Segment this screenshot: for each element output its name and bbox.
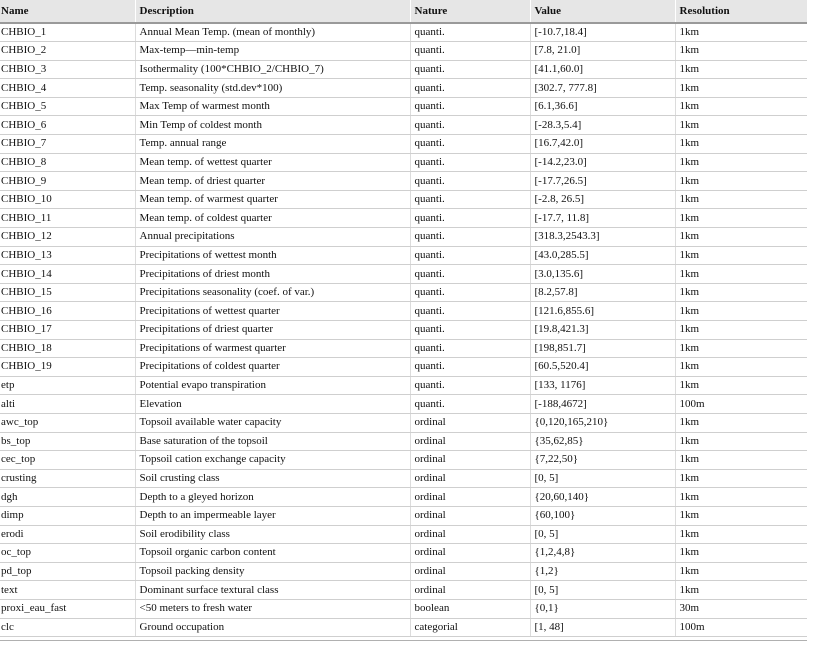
table-header bbox=[0, 0, 807, 23]
cell-value: {7,22,50} bbox=[530, 451, 675, 470]
cell-nature: quanti. bbox=[410, 42, 530, 61]
cell-nature: quanti. bbox=[410, 321, 530, 340]
cell-description: Soil erodibility class bbox=[135, 525, 410, 544]
cell-nature: quanti. bbox=[410, 209, 530, 228]
table-row bbox=[0, 358, 807, 377]
table-row bbox=[0, 599, 807, 618]
cell-description: Min Temp of coldest month bbox=[135, 116, 410, 135]
table-row bbox=[0, 153, 807, 172]
cell-description: Topsoil organic carbon content bbox=[135, 544, 410, 563]
cell-description: Precipitations of wettest month bbox=[135, 246, 410, 265]
cell-description: Elevation bbox=[135, 395, 410, 414]
cell-name: crusting bbox=[0, 469, 135, 488]
table-row bbox=[0, 506, 807, 525]
table-row bbox=[0, 79, 807, 98]
cell-name: CHBIO_15 bbox=[0, 283, 135, 302]
cell-nature: quanti. bbox=[410, 135, 530, 154]
table-row bbox=[0, 488, 807, 507]
cell-value: [3.0,135.6] bbox=[530, 265, 675, 284]
cell-nature: ordinal bbox=[410, 525, 530, 544]
cell-description: Base saturation of the topsoil bbox=[135, 432, 410, 451]
cell-resolution: 1km bbox=[675, 153, 807, 172]
cell-nature: quanti. bbox=[410, 116, 530, 135]
cell-resolution: 1km bbox=[675, 209, 807, 228]
table-row bbox=[0, 618, 807, 637]
cell-name: CHBIO_10 bbox=[0, 190, 135, 209]
cell-name: CHBIO_13 bbox=[0, 246, 135, 265]
cell-value: [19.8,421.3] bbox=[530, 321, 675, 340]
cell-resolution: 1km bbox=[675, 432, 807, 451]
cell-nature: quanti. bbox=[410, 79, 530, 98]
cell-resolution: 100m bbox=[675, 618, 807, 637]
cell-name: CHBIO_7 bbox=[0, 135, 135, 154]
table-row bbox=[0, 23, 807, 42]
table-row bbox=[0, 581, 807, 600]
cell-value: [7.8, 21.0] bbox=[530, 42, 675, 61]
cell-description: Annual precipitations bbox=[135, 228, 410, 247]
cell-resolution: 1km bbox=[675, 358, 807, 377]
cell-resolution: 1km bbox=[675, 525, 807, 544]
cell-resolution: 1km bbox=[675, 283, 807, 302]
cell-name: CHBIO_12 bbox=[0, 228, 135, 247]
table-row bbox=[0, 60, 807, 79]
cell-name: CHBIO_19 bbox=[0, 358, 135, 377]
cell-name: dgh bbox=[0, 488, 135, 507]
cell-name: CHBIO_5 bbox=[0, 97, 135, 116]
cell-resolution: 1km bbox=[675, 581, 807, 600]
cell-value: [-2.8, 26.5] bbox=[530, 190, 675, 209]
column-header-name: Name bbox=[0, 0, 135, 23]
cell-resolution: 1km bbox=[675, 228, 807, 247]
cell-name: cec_top bbox=[0, 451, 135, 470]
cell-description: Topsoil available water capacity bbox=[135, 413, 410, 432]
cell-resolution: 1km bbox=[675, 451, 807, 470]
cell-nature: quanti. bbox=[410, 190, 530, 209]
cell-description: Max-temp—min-temp bbox=[135, 42, 410, 61]
cell-value: [1, 48] bbox=[530, 618, 675, 637]
cell-name: CHBIO_4 bbox=[0, 79, 135, 98]
cell-nature: ordinal bbox=[410, 581, 530, 600]
cell-resolution: 1km bbox=[675, 190, 807, 209]
cell-name: CHBIO_16 bbox=[0, 302, 135, 321]
cell-nature: quanti. bbox=[410, 302, 530, 321]
cell-resolution: 1km bbox=[675, 265, 807, 284]
cell-resolution: 30m bbox=[675, 599, 807, 618]
cell-resolution: 1km bbox=[675, 60, 807, 79]
cell-description: Mean temp. of wettest quarter bbox=[135, 153, 410, 172]
cell-description: Mean temp. of warmest quarter bbox=[135, 190, 410, 209]
cell-value: {1,2,4,8} bbox=[530, 544, 675, 563]
cell-value: [8.2,57.8] bbox=[530, 283, 675, 302]
cell-description: Precipitations seasonality (coef. of var.) bbox=[135, 283, 410, 302]
cell-resolution: 1km bbox=[675, 302, 807, 321]
cell-name: CHBIO_18 bbox=[0, 339, 135, 358]
table-row bbox=[0, 228, 807, 247]
cell-nature: ordinal bbox=[410, 451, 530, 470]
cell-resolution: 1km bbox=[675, 116, 807, 135]
cell-name: text bbox=[0, 581, 135, 600]
cell-value: [43.0,285.5] bbox=[530, 246, 675, 265]
cell-value: [133, 1176] bbox=[530, 376, 675, 395]
cell-nature: quanti. bbox=[410, 23, 530, 42]
cell-name: CHBIO_14 bbox=[0, 265, 135, 284]
cell-nature: quanti. bbox=[410, 265, 530, 284]
cell-nature: quanti. bbox=[410, 339, 530, 358]
cell-resolution: 1km bbox=[675, 469, 807, 488]
cell-nature: quanti. bbox=[410, 228, 530, 247]
cell-description: Soil crusting class bbox=[135, 469, 410, 488]
cell-value: [0, 5] bbox=[530, 525, 675, 544]
cell-name: proxi_eau_fast bbox=[0, 599, 135, 618]
cell-value: [16.7,42.0] bbox=[530, 135, 675, 154]
table-row bbox=[0, 135, 807, 154]
cell-name: CHBIO_8 bbox=[0, 153, 135, 172]
cell-description: Precipitations of coldest quarter bbox=[135, 358, 410, 377]
cell-value: {35,62,85} bbox=[530, 432, 675, 451]
column-header-resolution: Resolution bbox=[675, 0, 807, 23]
cell-name: bs_top bbox=[0, 432, 135, 451]
cell-description: Dominant surface textural class bbox=[135, 581, 410, 600]
cell-resolution: 1km bbox=[675, 97, 807, 116]
cell-value: {60,100} bbox=[530, 506, 675, 525]
header-row bbox=[0, 0, 807, 23]
cell-value: {1,2} bbox=[530, 562, 675, 581]
cell-nature: quanti. bbox=[410, 283, 530, 302]
cell-value: [-17.7, 11.8] bbox=[530, 209, 675, 228]
cell-description: Depth to a gleyed horizon bbox=[135, 488, 410, 507]
cell-name: dimp bbox=[0, 506, 135, 525]
cell-nature: quanti. bbox=[410, 395, 530, 414]
cell-description: Precipitations of warmest quarter bbox=[135, 339, 410, 358]
cell-name: CHBIO_1 bbox=[0, 23, 135, 42]
table-row bbox=[0, 209, 807, 228]
cell-name: CHBIO_17 bbox=[0, 321, 135, 340]
cell-name: CHBIO_2 bbox=[0, 42, 135, 61]
column-header-description: Description bbox=[135, 0, 410, 23]
cell-nature: quanti. bbox=[410, 153, 530, 172]
cell-description: Temp. annual range bbox=[135, 135, 410, 154]
cell-value: [-14.2,23.0] bbox=[530, 153, 675, 172]
cell-description: Mean temp. of driest quarter bbox=[135, 172, 410, 191]
cell-nature: ordinal bbox=[410, 469, 530, 488]
cell-nature: ordinal bbox=[410, 413, 530, 432]
cell-resolution: 1km bbox=[675, 42, 807, 61]
cell-nature: quanti. bbox=[410, 358, 530, 377]
cell-name: pd_top bbox=[0, 562, 135, 581]
cell-value: [0, 5] bbox=[530, 581, 675, 600]
cell-resolution: 1km bbox=[675, 488, 807, 507]
cell-value: [41.1,60.0] bbox=[530, 60, 675, 79]
cell-nature: quanti. bbox=[410, 246, 530, 265]
table-row bbox=[0, 97, 807, 116]
cell-description: Temp. seasonality (std.dev*100) bbox=[135, 79, 410, 98]
cell-nature: quanti. bbox=[410, 376, 530, 395]
cell-description: Depth to an impermeable layer bbox=[135, 506, 410, 525]
table-row bbox=[0, 413, 807, 432]
cell-name: CHBIO_11 bbox=[0, 209, 135, 228]
cell-value: [318.3,2543.3] bbox=[530, 228, 675, 247]
cell-description: Isothermality (100*CHBIO_2/CHBIO_7) bbox=[135, 60, 410, 79]
table-row bbox=[0, 172, 807, 191]
cell-name: alti bbox=[0, 395, 135, 414]
cell-name: erodi bbox=[0, 525, 135, 544]
cell-resolution: 1km bbox=[675, 562, 807, 581]
cell-name: etp bbox=[0, 376, 135, 395]
cell-value: [-17.7,26.5] bbox=[530, 172, 675, 191]
table-row bbox=[0, 42, 807, 61]
cell-description: Potential evapo transpiration bbox=[135, 376, 410, 395]
cell-description: Precipitations of wettest quarter bbox=[135, 302, 410, 321]
cell-description: Annual Mean Temp. (mean of monthly) bbox=[135, 23, 410, 42]
table-body bbox=[0, 23, 807, 637]
table-row bbox=[0, 395, 807, 414]
cell-nature: ordinal bbox=[410, 544, 530, 563]
cell-description: Mean temp. of coldest quarter bbox=[135, 209, 410, 228]
cell-value: [6.1,36.6] bbox=[530, 97, 675, 116]
cell-nature: ordinal bbox=[410, 432, 530, 451]
cell-nature: ordinal bbox=[410, 506, 530, 525]
cell-resolution: 1km bbox=[675, 376, 807, 395]
cell-resolution: 1km bbox=[675, 544, 807, 563]
cell-nature: ordinal bbox=[410, 488, 530, 507]
cell-value: {0,120,165,210} bbox=[530, 413, 675, 432]
cell-nature: categorial bbox=[410, 618, 530, 637]
cell-nature: quanti. bbox=[410, 60, 530, 79]
cell-description: Topsoil packing density bbox=[135, 562, 410, 581]
table-row bbox=[0, 562, 807, 581]
cell-nature: ordinal bbox=[410, 562, 530, 581]
cell-name: CHBIO_3 bbox=[0, 60, 135, 79]
table-row bbox=[0, 302, 807, 321]
table-row bbox=[0, 525, 807, 544]
cell-resolution: 1km bbox=[675, 79, 807, 98]
cell-resolution: 1km bbox=[675, 172, 807, 191]
cell-name: CHBIO_6 bbox=[0, 116, 135, 135]
cell-nature: boolean bbox=[410, 599, 530, 618]
cell-name: CHBIO_9 bbox=[0, 172, 135, 191]
cell-nature: quanti. bbox=[410, 172, 530, 191]
cell-value: [302.7, 777.8] bbox=[530, 79, 675, 98]
cell-value: {20,60,140} bbox=[530, 488, 675, 507]
table-row bbox=[0, 246, 807, 265]
table-row bbox=[0, 469, 807, 488]
cell-description: Precipitations of driest month bbox=[135, 265, 410, 284]
cell-resolution: 100m bbox=[675, 395, 807, 414]
cell-name: awc_top bbox=[0, 413, 135, 432]
cell-value: [198,851.7] bbox=[530, 339, 675, 358]
cell-value: {0,1} bbox=[530, 599, 675, 618]
cell-description: Precipitations of driest quarter bbox=[135, 321, 410, 340]
cell-value: [121.6,855.6] bbox=[530, 302, 675, 321]
table-row bbox=[0, 265, 807, 284]
cell-resolution: 1km bbox=[675, 506, 807, 525]
cell-resolution: 1km bbox=[675, 23, 807, 42]
table-row bbox=[0, 451, 807, 470]
table-row bbox=[0, 283, 807, 302]
table-row bbox=[0, 321, 807, 340]
cell-name: oc_top bbox=[0, 544, 135, 563]
table-row bbox=[0, 116, 807, 135]
table-row bbox=[0, 544, 807, 563]
cell-description: Topsoil cation exchange capacity bbox=[135, 451, 410, 470]
cell-description: Ground occupation bbox=[135, 618, 410, 637]
cell-resolution: 1km bbox=[675, 135, 807, 154]
cell-resolution: 1km bbox=[675, 339, 807, 358]
column-header-nature: Nature bbox=[410, 0, 530, 23]
table-row bbox=[0, 190, 807, 209]
cell-resolution: 1km bbox=[675, 246, 807, 265]
table-row bbox=[0, 339, 807, 358]
table-bottom-rule bbox=[0, 640, 807, 641]
cell-description: <50 meters to fresh water bbox=[135, 599, 410, 618]
table-row bbox=[0, 432, 807, 451]
column-header-value: Value bbox=[530, 0, 675, 23]
cell-resolution: 1km bbox=[675, 413, 807, 432]
table-row bbox=[0, 376, 807, 395]
cell-value: [60.5,520.4] bbox=[530, 358, 675, 377]
cell-description: Max Temp of warmest month bbox=[135, 97, 410, 116]
cell-value: [0, 5] bbox=[530, 469, 675, 488]
cell-resolution: 1km bbox=[675, 321, 807, 340]
cell-value: [-188,4672] bbox=[530, 395, 675, 414]
cell-value: [-28.3,5.4] bbox=[530, 116, 675, 135]
cell-nature: quanti. bbox=[410, 97, 530, 116]
cell-name: clc bbox=[0, 618, 135, 637]
cell-value: [-10.7,18.4] bbox=[530, 23, 675, 42]
